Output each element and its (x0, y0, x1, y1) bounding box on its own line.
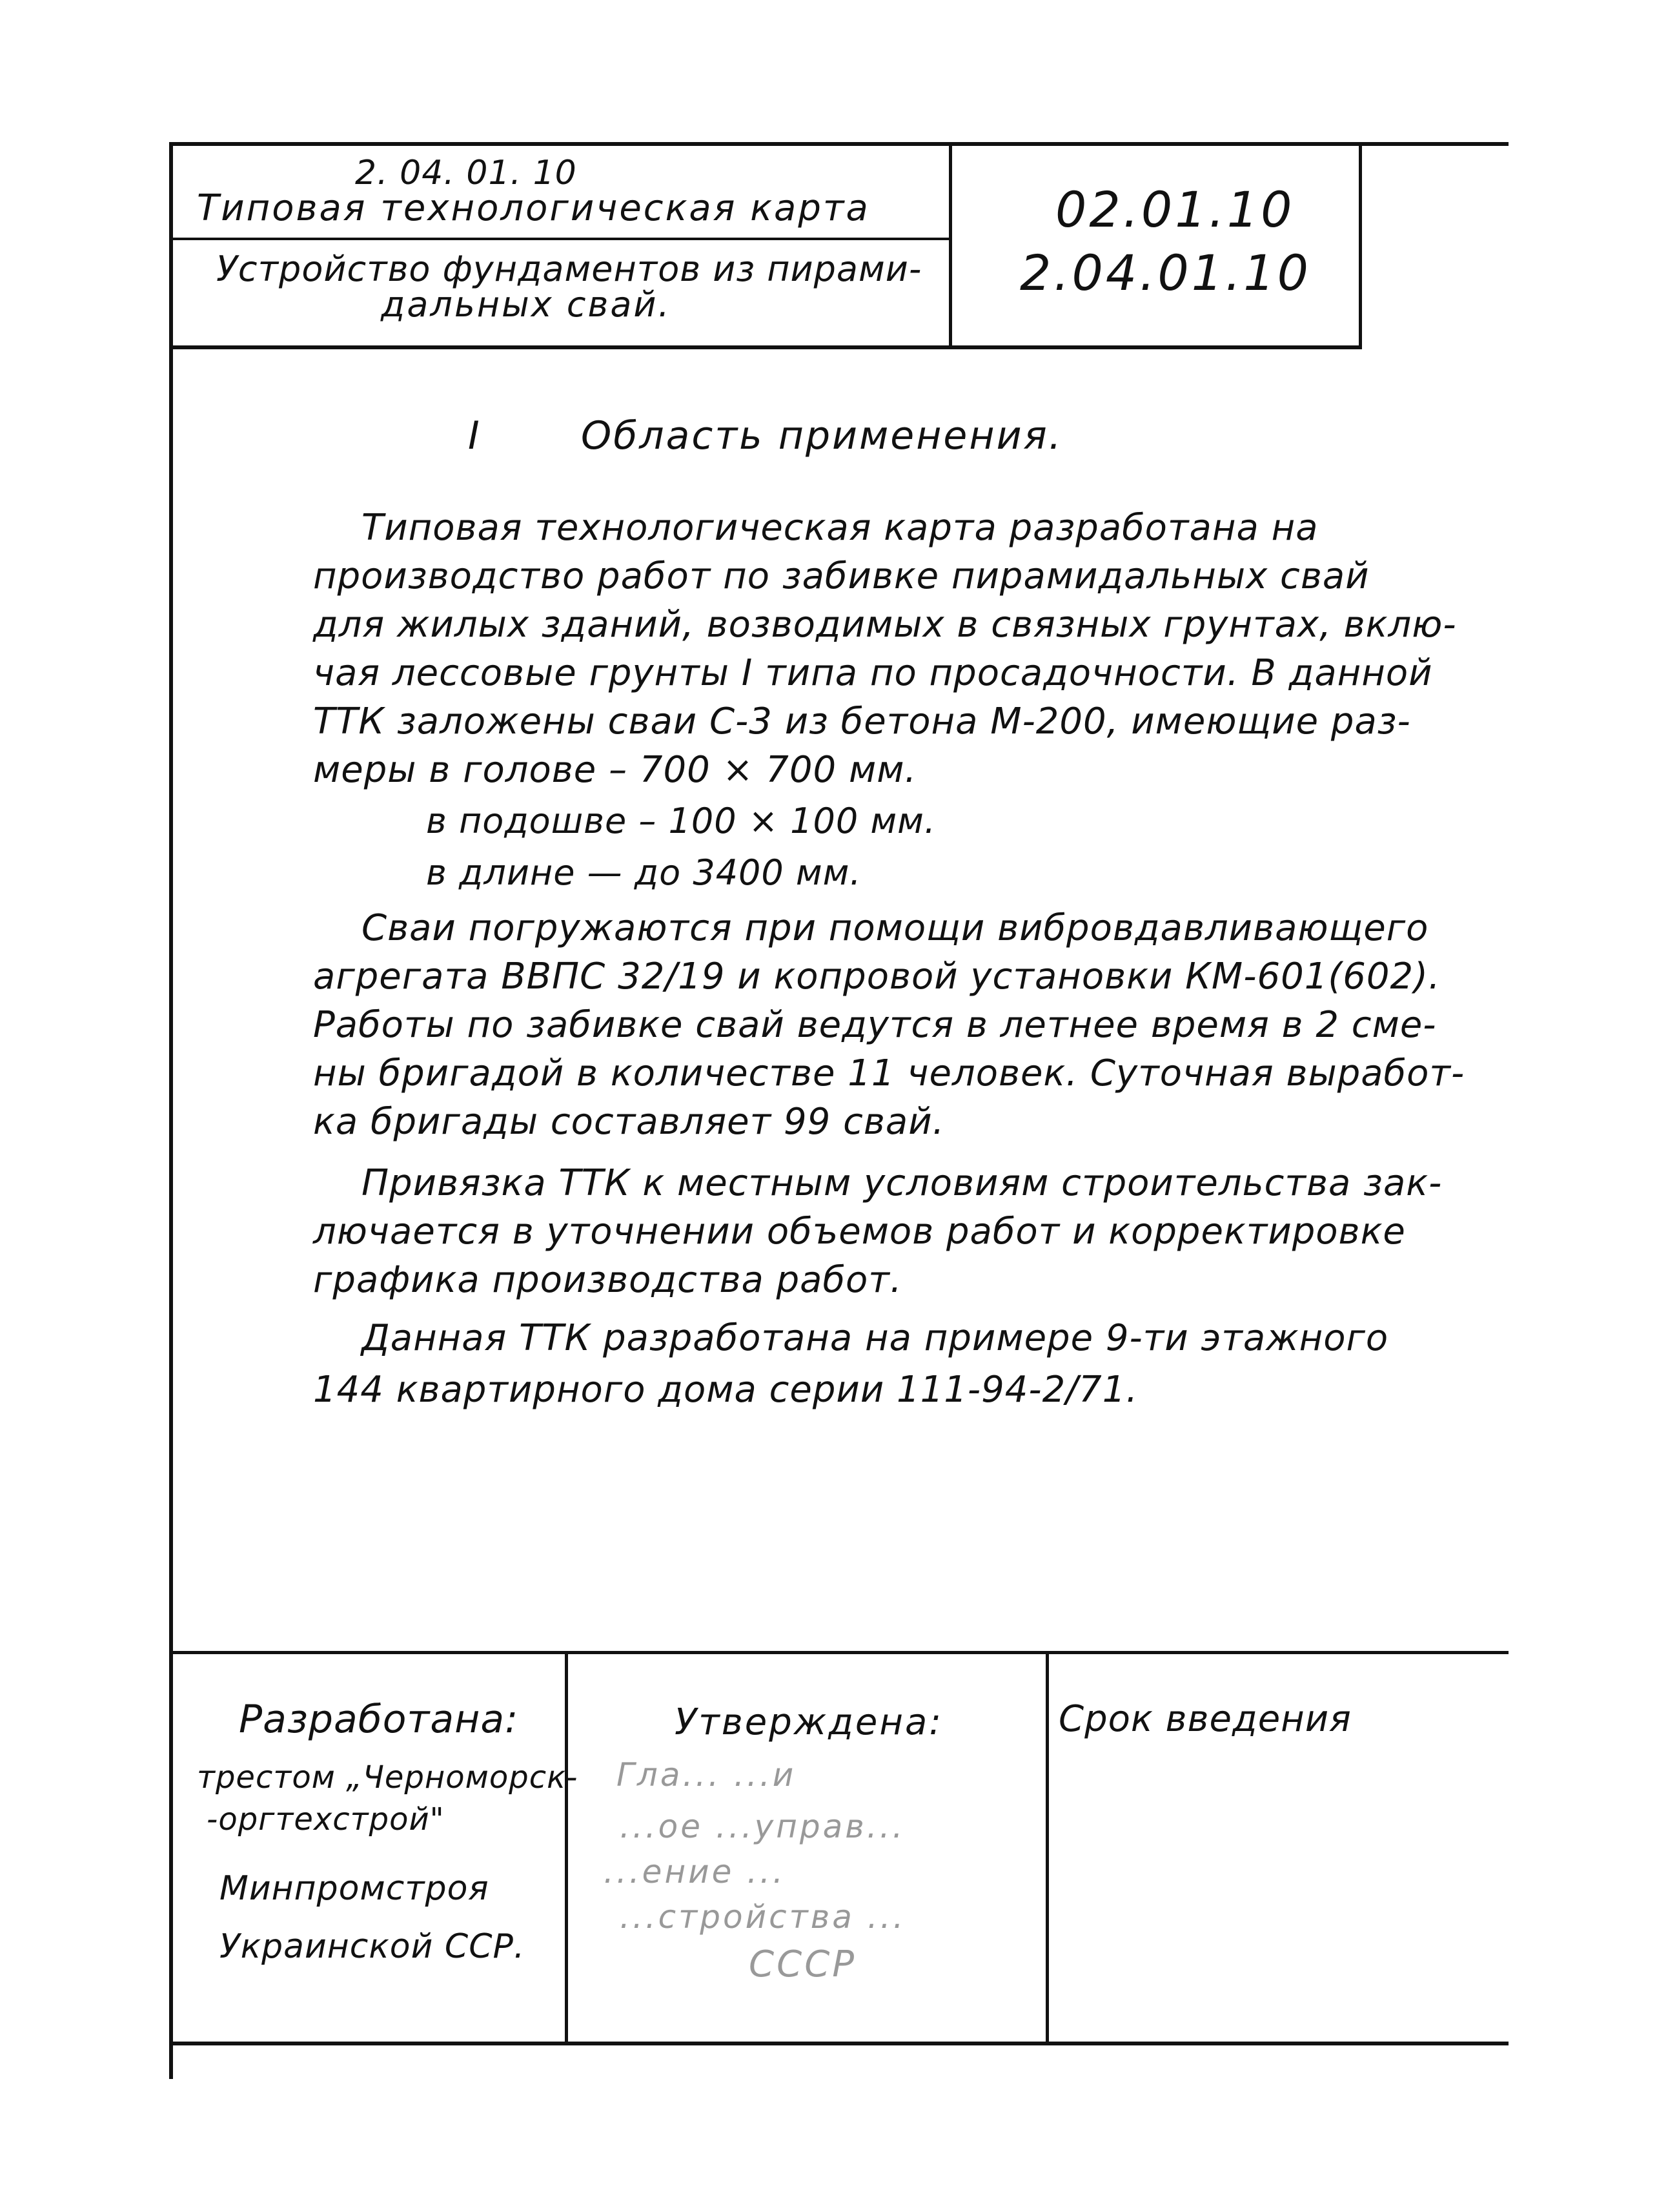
approved-label: Утверждена: (675, 1701, 944, 1743)
body-line-3: для жилых зданий, возводимых в связных грунтах, вклю- (313, 604, 1457, 646)
footer-top-line (169, 1651, 1509, 1654)
header-bottom-line (169, 345, 1362, 349)
body-line-11: Работы по забивке свай ведутся в летнее время в 2 сме- (313, 1004, 1437, 1046)
developed-republic: Украинской ССР. (219, 1927, 525, 1966)
body-line-5: ТТК заложены сваи С-3 из бетона М-200, имеющие раз- (313, 701, 1411, 742)
doc-type: Типовая технологическая карта (197, 187, 870, 229)
section-title: Область применения. (581, 413, 1063, 458)
body-line-7: в подошве – 100 × 100 мм. (426, 801, 937, 841)
approved-faded-1: Гла... ...и (616, 1756, 797, 1794)
body-line-9: Сваи погружаются при помощи вибровдавливающего (361, 907, 1429, 949)
body-line-1: Типовая технологическая карта разработана на (361, 507, 1319, 549)
code-secondary: 2.04.01.10 (1020, 244, 1311, 302)
body-line-4: чая лессовые грунты I типа по просадочности. В данной (313, 652, 1433, 694)
doc-code-small: 2. 04. 01. 10 (355, 154, 577, 192)
footer-divider-2 (1046, 1651, 1049, 2045)
body-line-13: ка бригады составляет 99 свай. (313, 1101, 945, 1143)
footer-divider-1 (565, 1651, 568, 2045)
frame-top-line (169, 142, 1509, 146)
frame-right-inner-line (1359, 142, 1362, 349)
developed-org-1: трестом „Черноморск- (197, 1759, 578, 1796)
developed-label: Разработана: (239, 1697, 519, 1742)
body-line-15: лючается в уточнении объемов работ и корректировке (313, 1211, 1406, 1253)
footer-bottom-line (169, 2042, 1509, 2045)
body-line-10: агрегата ВВПС 32/19 и копровой установки КМ-601(602). (313, 956, 1441, 998)
developed-ministry: Минпромстроя (219, 1869, 489, 1908)
header-divider-vertical (949, 142, 952, 349)
code-primary: 02.01.10 (1055, 181, 1295, 238)
body-line-12: ны бригадой в количестве 11 человек. Суточная выработ- (313, 1052, 1465, 1094)
body-line-18: 144 квартирного дома серии 111-94-2/71. (313, 1369, 1139, 1411)
title-line-2: дальных свай. (381, 284, 671, 325)
approved-faded-2: ...ое ...управ... (620, 1808, 906, 1845)
body-line-8: в длине — до 3400 мм. (426, 852, 862, 893)
title-line-1: Устройство фундаментов из пирами- (216, 249, 922, 289)
body-line-6: меры в голове – 700 × 700 мм. (313, 749, 917, 791)
body-line-16: графика производства работ. (313, 1259, 902, 1301)
body-line-14: Привязка ТТК к местным условиям строительства зак- (361, 1162, 1443, 1204)
section-number: I (468, 413, 480, 458)
approved-faded-4: ...стройства ... (620, 1898, 906, 1936)
approved-faded-5: СССР (749, 1943, 857, 1985)
approved-faded-3: ...ение ... (604, 1853, 786, 1890)
body-line-2: производство работ по забивке пирамидальных свай (313, 555, 1370, 597)
frame-left-line (169, 142, 173, 2079)
developed-org-2: -оргтехстрой" (207, 1801, 445, 1838)
body-line-17: Данная ТТК разработана на примере 9-ти этажного (361, 1317, 1389, 1359)
effective-label: Срок введения (1059, 1698, 1352, 1740)
header-mid-horizontal (169, 238, 951, 240)
